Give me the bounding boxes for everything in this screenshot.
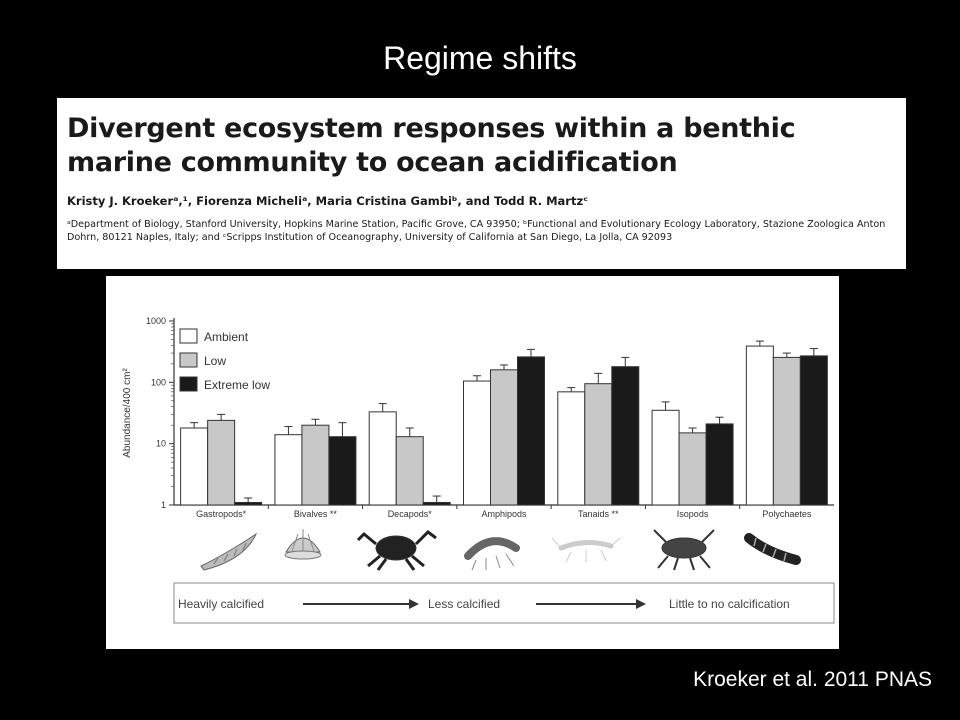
- annotation-little-calcification: Little to no calcification: [669, 597, 790, 611]
- bar-ambient: [558, 392, 585, 505]
- bar-ambient: [369, 412, 396, 505]
- bar-extreme-low: [423, 502, 450, 505]
- bar-ambient: [275, 435, 302, 505]
- paper-authors: Kristy J. Kroekerᵃ,¹, Fiorenza Micheliᵃ, Maria Cristina Gambiᵇ, and Todd R. Martzᶜ: [67, 194, 588, 208]
- figure-panel: [106, 276, 839, 649]
- bar-ambient: [181, 428, 208, 505]
- isopod-icon: [654, 530, 714, 570]
- bivalve-icon: [285, 529, 321, 559]
- bar-low: [396, 437, 423, 505]
- bar-low: [491, 370, 518, 505]
- y-tick-label: 10: [155, 438, 166, 449]
- abundance-bar-chart: [106, 276, 839, 649]
- tanaid-icon: [552, 538, 620, 562]
- y-tick-label: 1: [160, 500, 166, 510]
- annotation-heavily-calcified: Heavily calcified: [178, 597, 265, 611]
- bar-low: [208, 420, 235, 505]
- bar-low: [585, 384, 612, 505]
- bar-low: [302, 425, 329, 505]
- annotation-less-calcified: Less calcified: [428, 597, 501, 611]
- bar-ambient: [652, 410, 679, 505]
- paper-header: [57, 98, 906, 269]
- paper-title: [67, 112, 906, 180]
- bar-ambient: [464, 381, 491, 505]
- x-tick-label: Isopods: [676, 509, 709, 519]
- paper-affiliations: ᵃDepartment of Biology, Stanford University, Hopkins Marine Station, Pacific Grove, CA 93950; ᵇFunctional and Evolutionary Ecology Laboratory, Stazione Zoologica Anton Dohrn, 80121 Naples, Italy; and ᶜScripps Institution of Oceanography, University of California at San Diego, La Jolla, CA 92093: [67, 219, 886, 243]
- bar-extreme-low: [235, 502, 262, 505]
- bar-ambient: [746, 346, 773, 505]
- legend-label: Ambient: [204, 330, 249, 344]
- bar-extreme-low: [706, 424, 733, 505]
- organism-illustrations: [201, 529, 796, 570]
- x-tick-label: Decapods*: [387, 509, 432, 519]
- legend-swatch: [180, 353, 197, 367]
- citation: Kroeker et al. 2011 PNAS: [693, 668, 932, 691]
- y-axis-label: Abundance/400 cm²: [122, 368, 133, 458]
- y-tick-label: 1000: [145, 316, 166, 326]
- legend-swatch: [180, 329, 197, 343]
- x-tick-label: Gastropods*: [196, 509, 247, 519]
- legend-label: Extreme low: [204, 378, 271, 392]
- x-tick-label: Amphipods: [481, 509, 527, 519]
- bar-low: [679, 433, 706, 505]
- y-tick-label: 100: [150, 377, 166, 388]
- x-tick-label: Bivalves **: [293, 509, 337, 519]
- polychaete-icon: [749, 538, 796, 561]
- bar-extreme-low: [518, 357, 545, 505]
- legend-swatch: [180, 377, 197, 391]
- bar-extreme-low: [612, 367, 639, 505]
- bar-extreme-low: [800, 356, 827, 505]
- slide-title: Regime shifts: [383, 40, 577, 76]
- paper-title-line1: Divergent ecosystem responses within a benthic: [67, 113, 796, 144]
- crab-icon: [358, 532, 436, 570]
- bar-extreme-low: [329, 437, 356, 505]
- amphipod-icon: [468, 541, 516, 570]
- x-tick-label: Tanaids **: [578, 509, 619, 519]
- legend-label: Low: [204, 354, 227, 368]
- gastropod-icon: [201, 534, 256, 570]
- paper-title-line2: marine community to ocean acidification: [67, 147, 678, 178]
- bar-low: [773, 357, 800, 505]
- x-tick-label: Polychaetes: [762, 509, 812, 519]
